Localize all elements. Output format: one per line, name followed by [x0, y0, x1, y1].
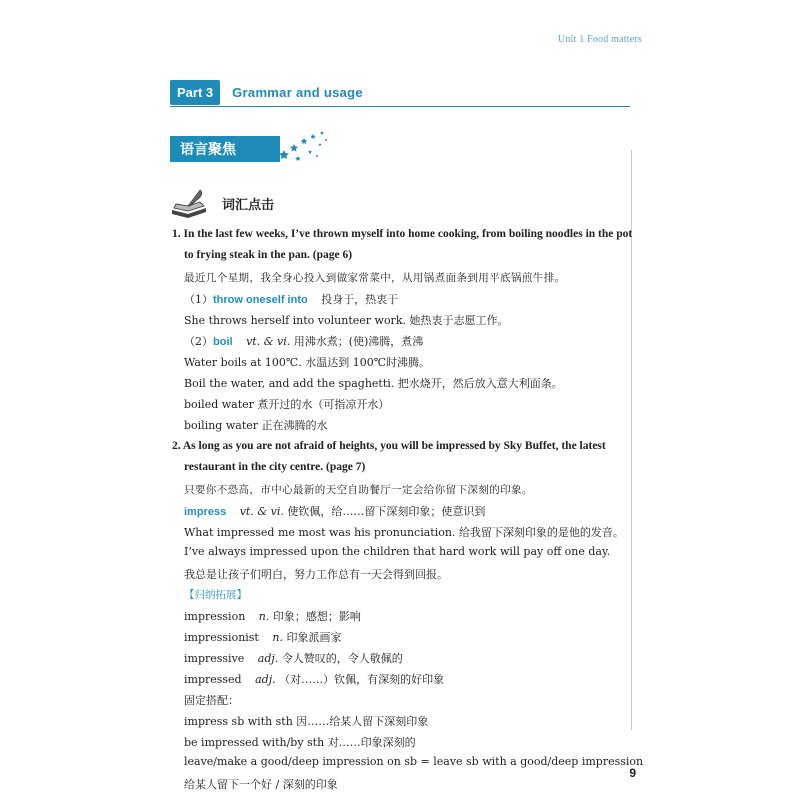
item2-translation: 只要你不恐高，市中心最新的天空自助餐厅一定会给你留下深刻的印象。 — [184, 484, 533, 496]
item2-example2-translation: 我总是让孩子们明白，努力工作总有一天会得到回报。 — [184, 568, 448, 581]
word-def: （对……）钦佩，有深刻的好印象 — [279, 673, 445, 686]
word-impressionist — [184, 629, 341, 645]
item1-example1: Water boils at 100℃. 水温达到 100℃时沸腾。 — [184, 356, 431, 369]
collocation-2: be impressed with/by sth 对……印象深刻的 — [184, 736, 416, 749]
item2-pos: vt. & vi. — [239, 505, 284, 518]
item2-definition: 使钦佩，给……留下深刻印象；使意识到 — [287, 505, 486, 518]
word: impressed — [184, 673, 242, 686]
book-quill-icon — [170, 188, 210, 218]
running-header: Unit 1 Food matters — [557, 34, 642, 45]
part-badge: Part 3 — [170, 80, 220, 105]
fixed-collocations-label: 固定搭配： — [184, 694, 239, 707]
word-def: 印象；感想；影响 — [272, 610, 361, 623]
vocab-heading — [170, 188, 274, 218]
item1-point1-example: She throws herself into volunteer work. 她热衷于志愿工作。 — [184, 314, 509, 327]
item2-entry — [184, 503, 485, 519]
item1-example3: boiled water 煮开过的水（可指凉开水） — [184, 398, 390, 411]
item2-term: impress — [184, 506, 227, 518]
item2-example1: What impressed me most was his pronunciation. 给我留下深刻印象的是他的发音。 — [184, 526, 624, 539]
stars-icon — [280, 128, 330, 162]
item1-example4: boiling water 正在沸腾的水 — [184, 419, 328, 432]
word-pos: n. — [258, 610, 270, 623]
point2-definition: 用沸水煮；(使)沸腾，煮沸 — [293, 335, 424, 348]
point2-pos: vt. & vi. — [246, 335, 291, 348]
item2-sentence-line2: restaurant in the city centre. (page 7) — [184, 461, 366, 473]
item2-example2: I’ve always impressed upon the children that hard work will pay off one day. — [184, 545, 611, 558]
item1-sentence-line2: to frying steak in the pan. (page 6) — [184, 249, 353, 261]
point2-term: boil — [213, 336, 233, 348]
item1-point1 — [184, 291, 398, 307]
collocation-1: impress sb with sth 因……给某人留下深刻印象 — [184, 715, 429, 728]
part-banner — [170, 80, 363, 105]
word-def: 令人赞叹的，令人敬佩的 — [281, 652, 403, 665]
item1-sentence-line1: 1. In the last few weeks, I’ve thrown myself into home cooking, from boiling noodles in the pot — [172, 228, 633, 240]
collocation-3-translation: 给某人留下一个好 / 深刻的印象 — [184, 778, 338, 791]
part-underline — [170, 106, 630, 107]
item1-translation: 最近几个星期，我全身心投入到做家常菜中，从用锅煮面条到用平底锅煎牛排。 — [184, 272, 566, 284]
word-impression — [184, 608, 361, 624]
item1-example2: Boil the water, and add the spaghetti. 把水烧开，然后放入意大利面条。 — [184, 377, 563, 390]
part-title: Grammar and usage — [232, 85, 363, 100]
word-impressive — [184, 650, 403, 666]
word-pos: adj. — [257, 652, 279, 665]
word-pos: adj. — [255, 673, 276, 686]
point1-term: throw oneself into — [213, 294, 308, 306]
point2-number: （2） — [184, 335, 213, 348]
word-def: 印象派画家 — [286, 631, 342, 644]
word: impressive — [184, 652, 245, 665]
section-bar — [170, 136, 280, 162]
collocation-3: leave/make a good/deep impression on sb = leave sb with a good/deep impression — [184, 755, 644, 768]
vocab-title: 词汇点击 — [222, 197, 275, 213]
word-impressed — [184, 671, 444, 687]
item2-sentence-line1: 2. As long as you are not afraid of heights, you will be impressed by Sky Buffet, the latest — [172, 440, 606, 452]
point1-number: （1） — [184, 293, 213, 306]
expand-tag: 【归纳拓展】 — [184, 589, 247, 601]
word: impression — [184, 610, 246, 623]
word: impressionist — [184, 631, 259, 644]
section-title: 语言聚焦 — [180, 142, 236, 158]
page-number: 9 — [629, 766, 636, 780]
item1-point2 — [184, 333, 423, 349]
word-pos: n. — [272, 631, 283, 644]
point1-definition: 投身于，热衷于 — [321, 293, 399, 306]
